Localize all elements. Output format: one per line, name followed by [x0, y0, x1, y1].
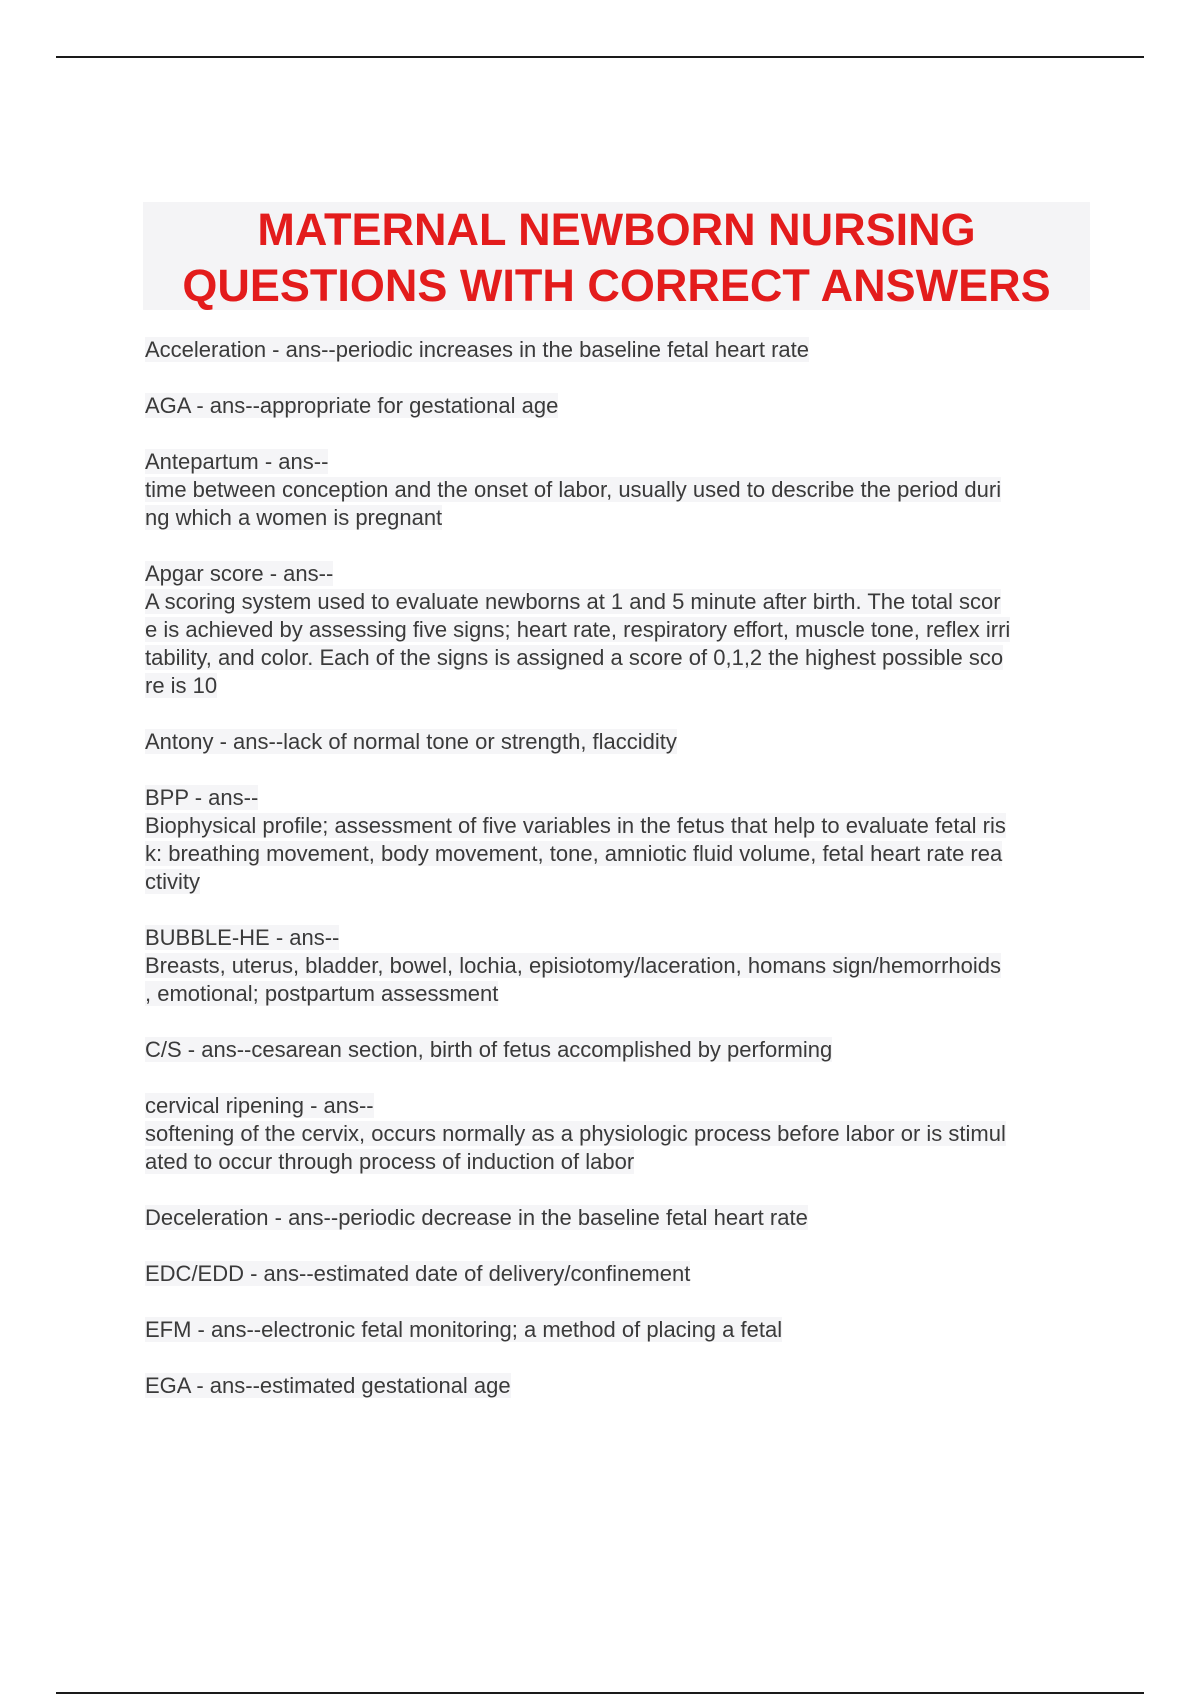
entry-text-line: EFM - ans--electronic fetal monitoring; a method of placing a fetal: [145, 1317, 783, 1342]
glossary-entry: [145, 560, 1090, 700]
entry-text-line: Apgar score - ans--: [145, 561, 334, 586]
glossary-list: [145, 336, 1090, 1428]
entry-text-line: BUBBLE-HE - ans--: [145, 925, 340, 950]
entry-text-line: re is 10: [145, 673, 218, 698]
entry-text-line: A scoring system used to evaluate newborns at 1 and 5 minute after birth. The total scor: [145, 589, 1001, 614]
title-line-2: QUESTIONS WITH CORRECT ANSWERS: [182, 260, 1051, 311]
entry-text-line: , emotional; postpartum assessment: [145, 981, 499, 1006]
bottom-rule: [56, 1692, 1144, 1694]
top-rule: [56, 56, 1144, 58]
entry-text-line: time between conception and the onset of labor, usually used to describe the period duri: [145, 477, 1002, 502]
entry-text-line: Biophysical profile; assessment of five variables in the fetus that help to evaluate fetal ris: [145, 813, 1006, 838]
glossary-entry: [145, 1260, 1090, 1288]
entry-text-line: ctivity: [145, 869, 200, 894]
glossary-entry: [145, 784, 1090, 896]
entry-text-line: AGA - ans--appropriate for gestational age: [145, 393, 559, 418]
glossary-entry: [145, 1204, 1090, 1232]
entry-text-line: BPP - ans--: [145, 785, 259, 810]
entry-text-line: Antepartum - ans--: [145, 449, 329, 474]
entry-text-line: e is achieved by assessing five signs; heart rate, respiratory effort, muscle tone, reflex irri: [145, 617, 1011, 642]
glossary-entry: [145, 924, 1090, 1008]
glossary-entry: [145, 728, 1090, 756]
entry-text-line: ated to occur through process of induction of labor: [145, 1149, 635, 1174]
title-line-1: MATERNAL NEWBORN NURSING: [257, 204, 976, 255]
entry-text-line: C/S - ans--cesarean section, birth of fetus accomplished by performing: [145, 1037, 833, 1062]
glossary-entry: [145, 1092, 1090, 1176]
entry-text-line: k: breathing movement, body movement, tone, amniotic fluid volume, fetal heart rate rea: [145, 841, 1003, 866]
entry-text-line: tability, and color. Each of the signs is assigned a score of 0,1,2 the highest possible sco: [145, 645, 1004, 670]
entry-text-line: Antony - ans--lack of normal tone or strength, flaccidity: [145, 729, 677, 754]
entry-text-line: Acceleration - ans--periodic increases in the baseline fetal heart rate: [145, 337, 810, 362]
entry-text-line: EGA - ans--estimated gestational age: [145, 1373, 511, 1398]
glossary-entry: [145, 392, 1090, 420]
entry-text-line: Deceleration - ans--periodic decrease in the baseline fetal heart rate: [145, 1205, 808, 1230]
entry-text-line: Breasts, uterus, bladder, bowel, lochia, episiotomy/laceration, homans sign/hemorrhoids: [145, 953, 1002, 978]
entry-text-line: EDC/EDD - ans--estimated date of delivery/confinement: [145, 1261, 691, 1286]
entry-text-line: softening of the cervix, occurs normally as a physiologic process before labor or is stimul: [145, 1121, 1006, 1146]
glossary-entry: [145, 336, 1090, 364]
entry-text-line: cervical ripening - ans--: [145, 1093, 374, 1118]
glossary-entry: [145, 1372, 1090, 1400]
entry-text-line: ng which a women is pregnant: [145, 505, 443, 530]
glossary-entry: [145, 448, 1090, 532]
document-title: [143, 202, 1090, 310]
glossary-entry: [145, 1316, 1090, 1344]
glossary-entry: [145, 1036, 1090, 1064]
